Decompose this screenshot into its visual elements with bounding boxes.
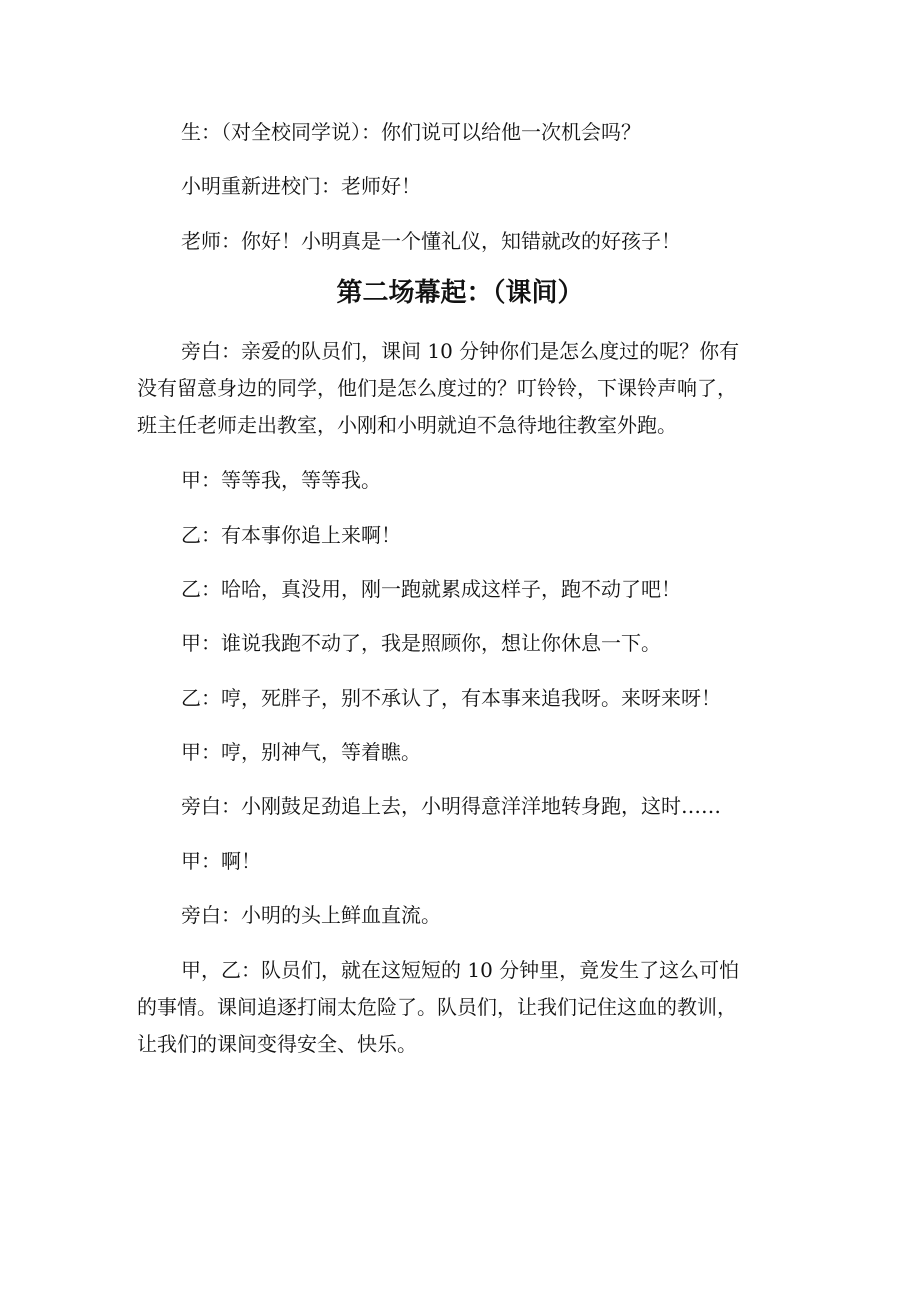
narration-line-3: 班主任老师走出教室，小刚和小明就迫不急待地往教室外跑。 [137,413,677,437]
dialogue-line-xiaoming: 小明重新进校门：老师好！ [181,174,421,198]
narration-line-2: 没有留意身边的同学，他们是怎么度过的？叮铃铃，下课铃声响了， [137,376,737,400]
dialogue-line-teacher: 老师：你好！小明真是一个懂礼仪，知错就改的好孩子！ [181,229,681,253]
closing-line-1: 甲，乙：队员们，就在这短短的 10 分钟里，竟发生了这么可怕 [181,958,740,982]
dialogue-line: 甲：谁说我跑不动了，我是照顾你，想让你休息一下。 [181,631,661,655]
dialogue-line: 甲：等等我，等等我。 [181,468,381,492]
dialogue-line: 乙：哈哈，真没用，刚一跑就累成这样子，跑不动了吧！ [181,577,681,601]
dialogue-line: 乙：有本事你追上来啊！ [181,523,401,547]
dialogue-line: 旁白：小明的头上鲜血直流。 [181,903,441,927]
closing-line-3: 让我们的课间变得安全、快乐。 [137,1032,417,1056]
dialogue-line-student: 生：（对全校同学说）：你们说可以给他一次机会吗？ [181,120,641,144]
dialogue-line: 甲：哼，别神气，等着瞧。 [181,740,421,764]
closing-line-2: 的事情。课间追逐打闹太危险了。队员们，让我们记住这血的教训， [137,995,737,1019]
scene-heading: 第二场幕起：（课间） [336,278,584,308]
dialogue-line: 甲：啊！ [181,849,261,873]
dialogue-line: 乙：哼，死胖子，别不承认了，有本事来追我呀。来呀来呀！ [181,686,721,710]
dialogue-line: 旁白：小刚鼓足劲追上去，小明得意洋洋地转身跑，这时…… [181,794,721,818]
narration-line-1: 旁白：亲爱的队员们，课间 10 分钟你们是怎么度过的呢？你有 [181,339,740,363]
